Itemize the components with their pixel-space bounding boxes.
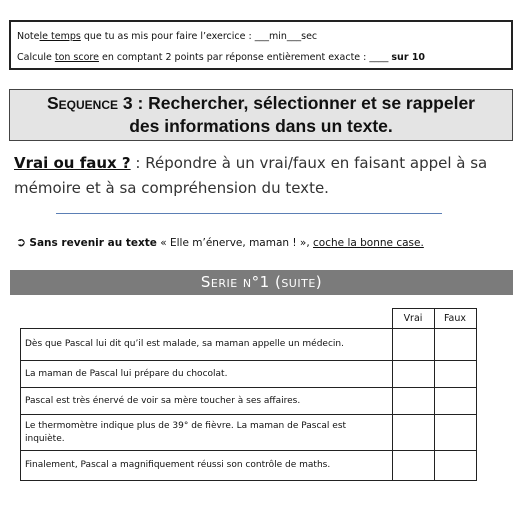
sequence-title-rest: : Rechercher, sélectionner et se rappeler (132, 93, 475, 113)
sequence-label: Sequence 3 (46, 93, 133, 113)
vrai-checkbox[interactable] (392, 329, 434, 361)
statement-text: Dès que Pascal lui dit qu’il est malade, sa maman appelle un médecin. (21, 329, 393, 361)
vrai-faux-instruction (14, 151, 514, 201)
time-line (17, 26, 505, 47)
statement-text: Finalement, Pascal a magnifiquement réussi son contrôle de maths. (21, 451, 393, 481)
sequence-title-line1 (10, 92, 512, 115)
separator-line (56, 213, 442, 214)
table-row (21, 361, 477, 388)
true-false-table (20, 308, 477, 481)
vrai-checkbox[interactable] (392, 361, 434, 388)
vrai-faux-text: : Répondre à un vrai/faux en faisant appel à sa mémoire et à sa compréhension du texte. (14, 154, 488, 197)
time-line-post: que tu as mis pour faire l’exercice : ___min___sec (80, 31, 318, 42)
table-header-row (21, 309, 477, 329)
vrai-faux-label: Vrai ou faux ? (14, 154, 131, 172)
vrai-checkbox[interactable] (392, 415, 434, 451)
time-line-pre: Note (17, 31, 40, 42)
header-vrai: Vrai (392, 309, 434, 329)
serie-banner: Serie n°1 (suite) (10, 270, 513, 295)
vrai-checkbox[interactable] (392, 451, 434, 481)
faux-checkbox[interactable] (434, 388, 476, 415)
statement-text: Le thermomètre indique plus de 39° de fièvre. La maman de Pascal est inquiète. (21, 415, 393, 451)
score-line-underlined: ton score (54, 52, 99, 63)
score-line-mid: en comptant 2 points par réponse entièrement exacte : ____ (98, 52, 392, 63)
instruction-quote: « Elle m’énerve, maman ! », (156, 237, 314, 249)
table-row (21, 415, 477, 451)
exercise-instruction (16, 234, 516, 251)
header-faux: Faux (434, 309, 476, 329)
score-line (17, 47, 505, 68)
table-row (21, 388, 477, 415)
instruction-bold: Sans revenir au texte (29, 237, 157, 249)
table-header-blank (21, 309, 393, 329)
vrai-checkbox[interactable] (392, 388, 434, 415)
statement-text: Pascal est très énervé de voir sa mère toucher à ses affaires. (21, 388, 393, 415)
sequence-title-line2: des informations dans un texte. (129, 116, 393, 136)
faux-checkbox[interactable] (434, 451, 476, 481)
faux-checkbox[interactable] (434, 361, 476, 388)
time-line-underlined: le temps (39, 31, 81, 42)
arrow-icon: ➲ (16, 235, 27, 249)
faux-checkbox[interactable] (434, 415, 476, 451)
table-row (21, 329, 477, 361)
sequence-title-box (9, 89, 513, 141)
instruction-underlined: coche la bonne case. (313, 237, 424, 249)
score-box (9, 20, 513, 70)
table-row (21, 451, 477, 481)
faux-checkbox[interactable] (434, 329, 476, 361)
score-line-pre: Calcule (17, 52, 55, 63)
score-line-total: sur 10 (391, 52, 426, 63)
statement-text: La maman de Pascal lui prépare du chocolat. (21, 361, 393, 388)
